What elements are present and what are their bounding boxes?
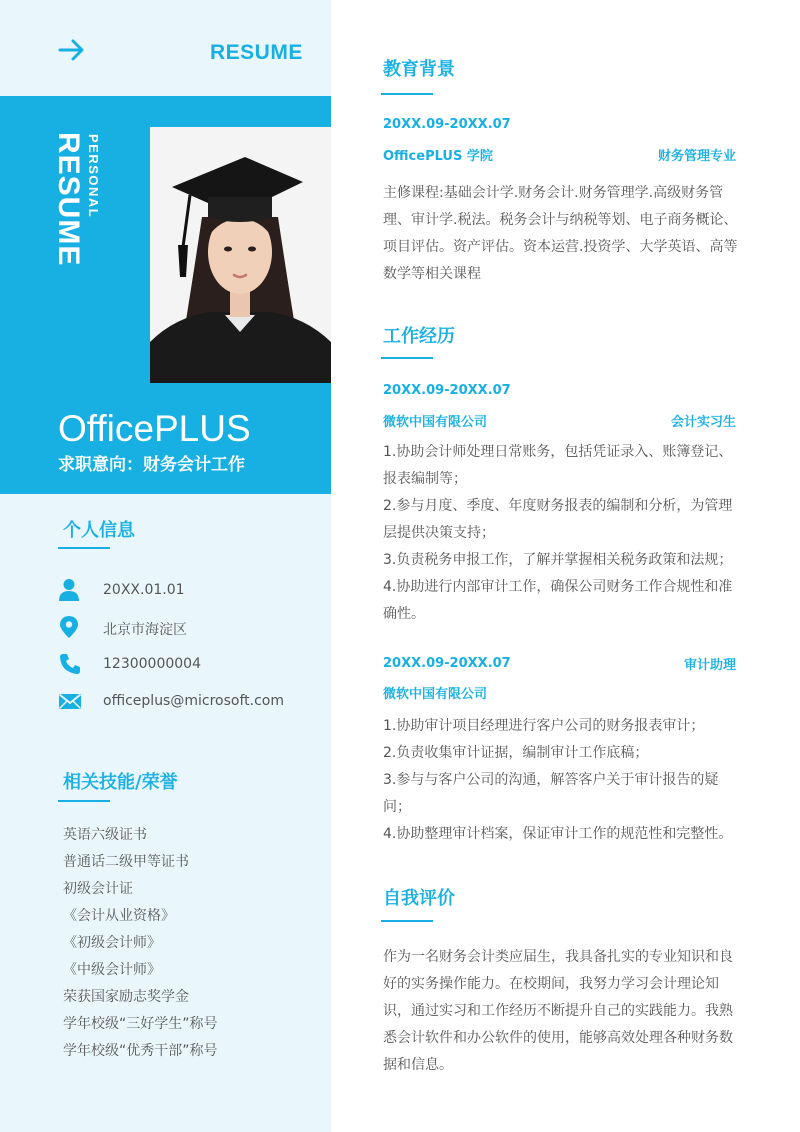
birthdate-text: 20XX.01.01 <box>103 582 185 598</box>
job2-duties <box>383 713 739 848</box>
vertical-title <box>52 132 104 282</box>
vertical-resume-text: RESUME <box>52 132 85 267</box>
job2-date: 20XX.09-20XX.07 <box>383 656 511 671</box>
skill-item: 英语六级证书 <box>63 827 147 843</box>
job1-date: 20XX.09-20XX.07 <box>383 383 511 398</box>
self-eval-title: 自我评价 <box>383 888 455 909</box>
education-major: 财务管理专业 <box>657 149 736 164</box>
candidate-name: OfficePLUS <box>58 408 251 449</box>
person-icon <box>58 578 80 602</box>
job1-company: 微软中国有限公司 <box>383 415 488 430</box>
skill-item: 荣获国家励志奖学金 <box>63 989 189 1005</box>
work-underline <box>381 357 433 359</box>
job2-company: 微软中国有限公司 <box>383 687 488 702</box>
self-eval-text: 作为一名财务会计类应届生，我具备扎实的专业知识和良好的实务操作能力。在校期间，我努力学习会计理论知识，通过实习和工作经历不断提升自己的实践能力。我熟悉会计软件和办公软件的使用，能够高效处理各种财务数据和信息。 <box>383 949 733 1073</box>
work-title: 工作经历 <box>383 326 455 347</box>
arrow-right-icon <box>58 36 86 64</box>
skill-item: 学年校级“优秀干部”称号 <box>63 1043 218 1059</box>
info-row-location <box>58 615 318 639</box>
skill-item: 《会计从业资格》 <box>63 908 175 924</box>
resume-header-label: RESUME <box>210 41 303 64</box>
mail-icon <box>58 689 82 713</box>
job2-duty: 2.负责收集审计证据，编制审计工作底稿； <box>383 745 649 761</box>
personal-info-underline <box>58 547 110 549</box>
phone-text: 12300000004 <box>103 656 201 672</box>
graduate-portrait-image <box>150 127 331 383</box>
phone-icon <box>58 652 82 676</box>
job1-duty: 4.协助进行内部审计工作，确保公司财务工作合规性和准确性。 <box>383 579 733 622</box>
vertical-personal-text: PERSONAL <box>86 134 101 219</box>
job-intent: 求职意向：财务会计工作 <box>58 455 245 475</box>
skill-item: 《中级会计师》 <box>63 962 161 978</box>
education-underline <box>381 93 433 95</box>
email-text: officeplus@microsoft.com <box>103 693 284 709</box>
education-title: 教育背景 <box>383 59 455 80</box>
location-icon <box>58 615 80 639</box>
job2-duty: 3.参与与客户公司的沟通，解答客户关于审计报告的疑问； <box>383 772 719 815</box>
info-row-phone <box>58 652 318 676</box>
info-row-email <box>58 689 318 713</box>
self-eval-underline <box>381 920 433 922</box>
info-row-birthdate <box>58 578 318 602</box>
job1-duty: 3.负责税务申报工作，了解并掌握相关税务政策和法规； <box>383 552 733 568</box>
job1-duties <box>383 439 739 628</box>
job2-duty: 4.协助整理审计档案，保证审计工作的规范性和完整性。 <box>383 826 733 842</box>
location-text: 北京市海淀区 <box>103 622 187 638</box>
skills-title: 相关技能/荣誉 <box>63 772 178 793</box>
profile-photo <box>150 127 331 383</box>
skills-underline <box>58 800 110 802</box>
skill-item: 学年校级“三好学生”称号 <box>63 1016 218 1032</box>
skill-item: 《初级会计师》 <box>63 935 161 951</box>
job2-role: 审计助理 <box>683 658 736 673</box>
education-date: 20XX.09-20XX.07 <box>383 117 511 132</box>
personal-info-title: 个人信息 <box>63 520 135 541</box>
skills-list <box>63 825 323 1068</box>
education-courses: 主修课程:基础会计学.财务会计.财务管理学.高级财务管理、审计学.税法。税务会计与纳税等划、电子商务概论、项目评估。资产评估。资本运营.投资学、大学英语、高等数学等相关课程 <box>383 185 738 282</box>
job1-duty: 2.参与月度、季度、年度财务报表的编制和分析，为管理层提供决策支持； <box>383 498 733 541</box>
skill-item: 初级会计证 <box>63 881 133 897</box>
job2-duty: 1.协助审计项目经理进行客户公司的财务报表审计； <box>383 718 705 734</box>
skill-item: 普通话二级甲等证书 <box>63 854 189 870</box>
job1-duty: 1.协助会计师处理日常账务，包括凭证录入、账簿登记、报表编制等； <box>383 444 733 487</box>
job1-role: 会计实习生 <box>670 415 736 430</box>
education-school: OfficePLUS 学院 <box>383 149 493 164</box>
